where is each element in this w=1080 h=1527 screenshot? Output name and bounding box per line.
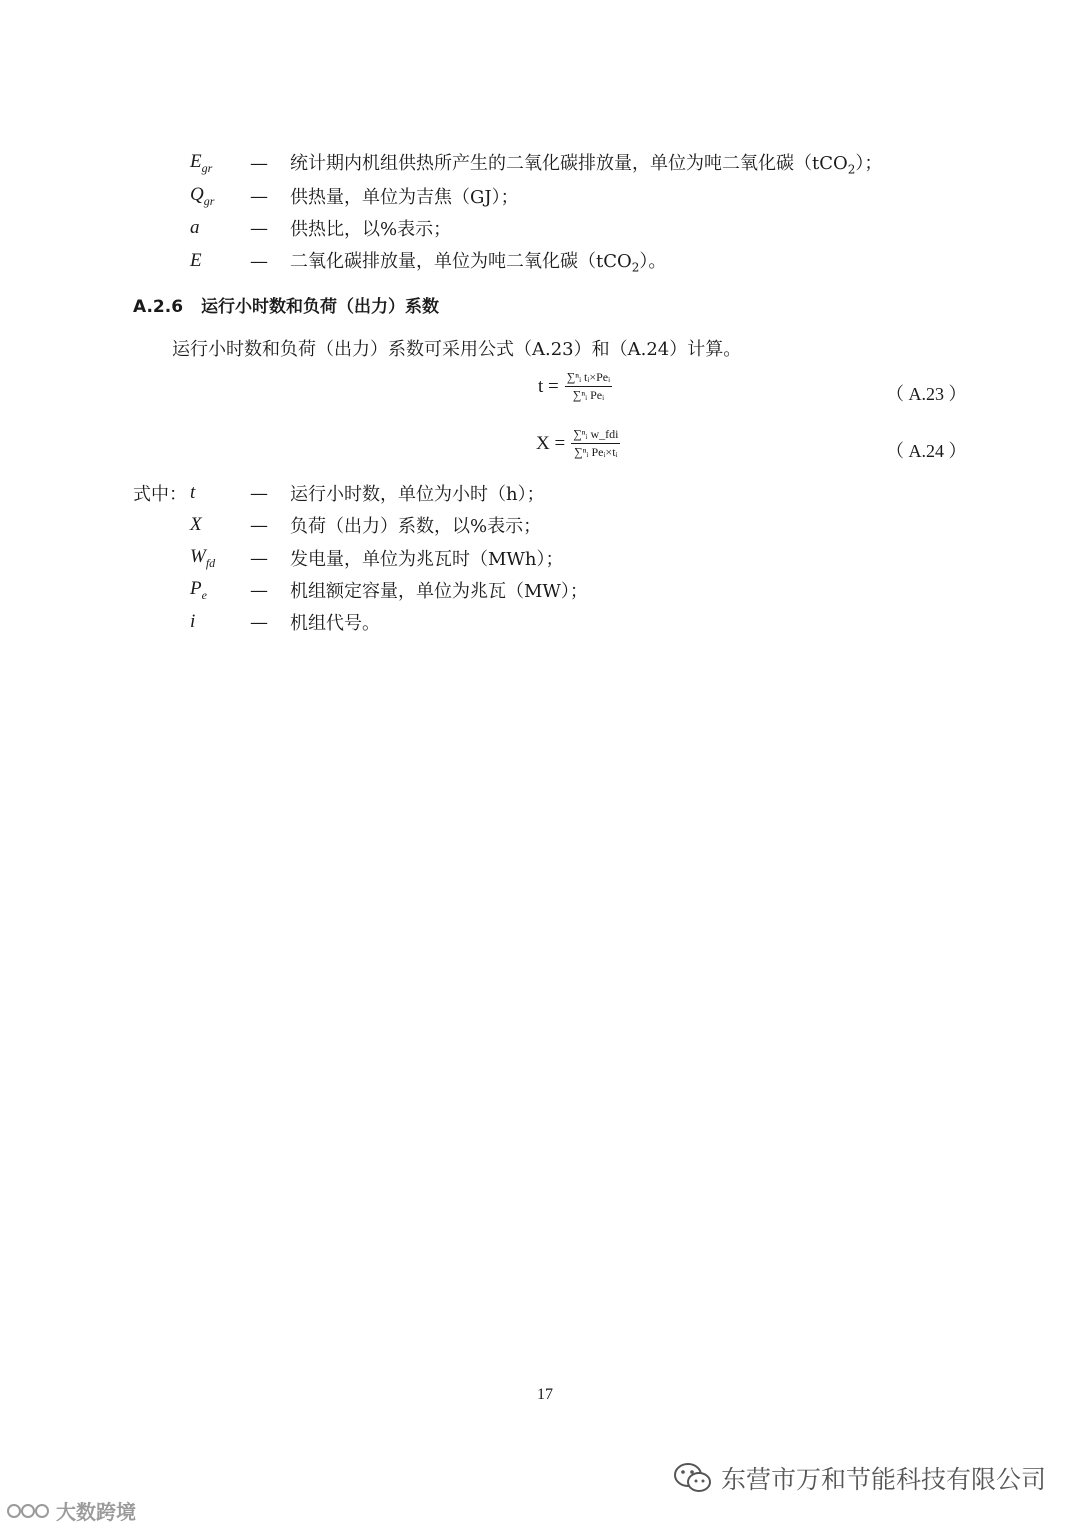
brand-name: 大数跨境 (56, 1500, 136, 1524)
definition-text: 二氧化碳排放量，单位为吨二氧化碳（tCO (290, 251, 632, 273)
where-label: 式中： (133, 484, 187, 505)
section-heading (133, 292, 439, 317)
symbol: E (190, 250, 202, 271)
dash: — (250, 579, 268, 601)
dash: — (250, 152, 268, 174)
equation-label: （ A.24 ） (886, 441, 967, 461)
symbol: E (190, 150, 202, 172)
definition-text: 发电量，单位为兆瓦时（MWh）； (290, 549, 564, 570)
definition-text: 负荷（出力）系数，以%表示； (290, 516, 542, 537)
definition-text: 机组额定容量，单位为兆瓦（MW）； (290, 581, 588, 602)
symbol-subscript: fd (205, 555, 216, 570)
def-row (0, 478, 1080, 508)
definition-text: 运行小时数，单位为小时（h）； (290, 484, 545, 505)
symbol: P (190, 577, 202, 599)
def-row (0, 575, 1080, 605)
dash: — (250, 185, 268, 207)
symbol-subscript: gr (201, 160, 213, 175)
formula-a24 (536, 427, 620, 460)
symbol: a (190, 217, 200, 238)
dash: — (250, 217, 268, 239)
body-paragraph: 运行小时数和负荷（出力）系数可采用公式（A.23）和（A.24）计算。 (172, 339, 742, 360)
dash: — (250, 514, 268, 536)
dash: — (250, 250, 268, 272)
fraction-numerator: ∑ⁿᵢ tᵢ×Peᵢ (565, 370, 612, 387)
fraction-numerator: ∑ⁿᵢ w_fdi (571, 427, 620, 444)
chem-subscript: 2 (631, 260, 640, 275)
def-row (0, 213, 1080, 243)
symbol: W (190, 545, 206, 567)
formula-lhs: X = (536, 432, 566, 454)
def-row (0, 181, 1080, 211)
def-row (0, 607, 1080, 637)
formula-lhs: t = (538, 375, 559, 397)
definition-tail: ）； (855, 153, 883, 175)
symbol: Q (190, 183, 204, 205)
symbol: i (190, 611, 196, 632)
section-title: 运行小时数和负荷（出力）系数 (201, 297, 440, 317)
def-row (0, 246, 1080, 276)
def-row (0, 148, 1080, 178)
page-number: 17 (537, 1386, 553, 1403)
wechat-icon (673, 1461, 713, 1495)
symbol-subscript: e (201, 587, 207, 602)
definition-text: 供热比，以%表示； (290, 219, 452, 240)
definition-text: 机组代号。 (290, 613, 380, 634)
def-row (0, 543, 1080, 573)
dash: — (250, 611, 268, 633)
account-name: 东营市万和节能科技有限公司 (720, 1465, 1046, 1494)
formula-a23 (538, 370, 612, 403)
brand-watermark (6, 1496, 136, 1525)
fraction-denominator: ∑ⁿᵢ Peᵢ (572, 388, 605, 402)
fraction-denominator: ∑ⁿᵢ Peᵢ×tᵢ (574, 445, 618, 459)
symbol: t (190, 482, 196, 503)
symbol-subscript: gr (203, 193, 215, 208)
dash: — (250, 482, 268, 504)
chem-subscript: 2 (847, 162, 856, 177)
definition-text: 供热量，单位为吉焦（GJ）； (290, 187, 519, 208)
def-row (0, 510, 1080, 540)
definition-text: 统计期内机组供热所产生的二氧化碳排放量，单位为吨二氧化碳（tCO (290, 153, 848, 175)
dash: — (250, 547, 268, 569)
account-watermark (673, 1460, 1046, 1496)
definition-tail: ）。 (639, 251, 667, 273)
fraction (565, 370, 612, 403)
symbol: X (190, 514, 202, 535)
logo-icon (6, 1499, 52, 1523)
section-number: A.2.6 (133, 297, 184, 317)
equation-label: （ A.23 ） (886, 384, 967, 404)
fraction (571, 427, 620, 460)
